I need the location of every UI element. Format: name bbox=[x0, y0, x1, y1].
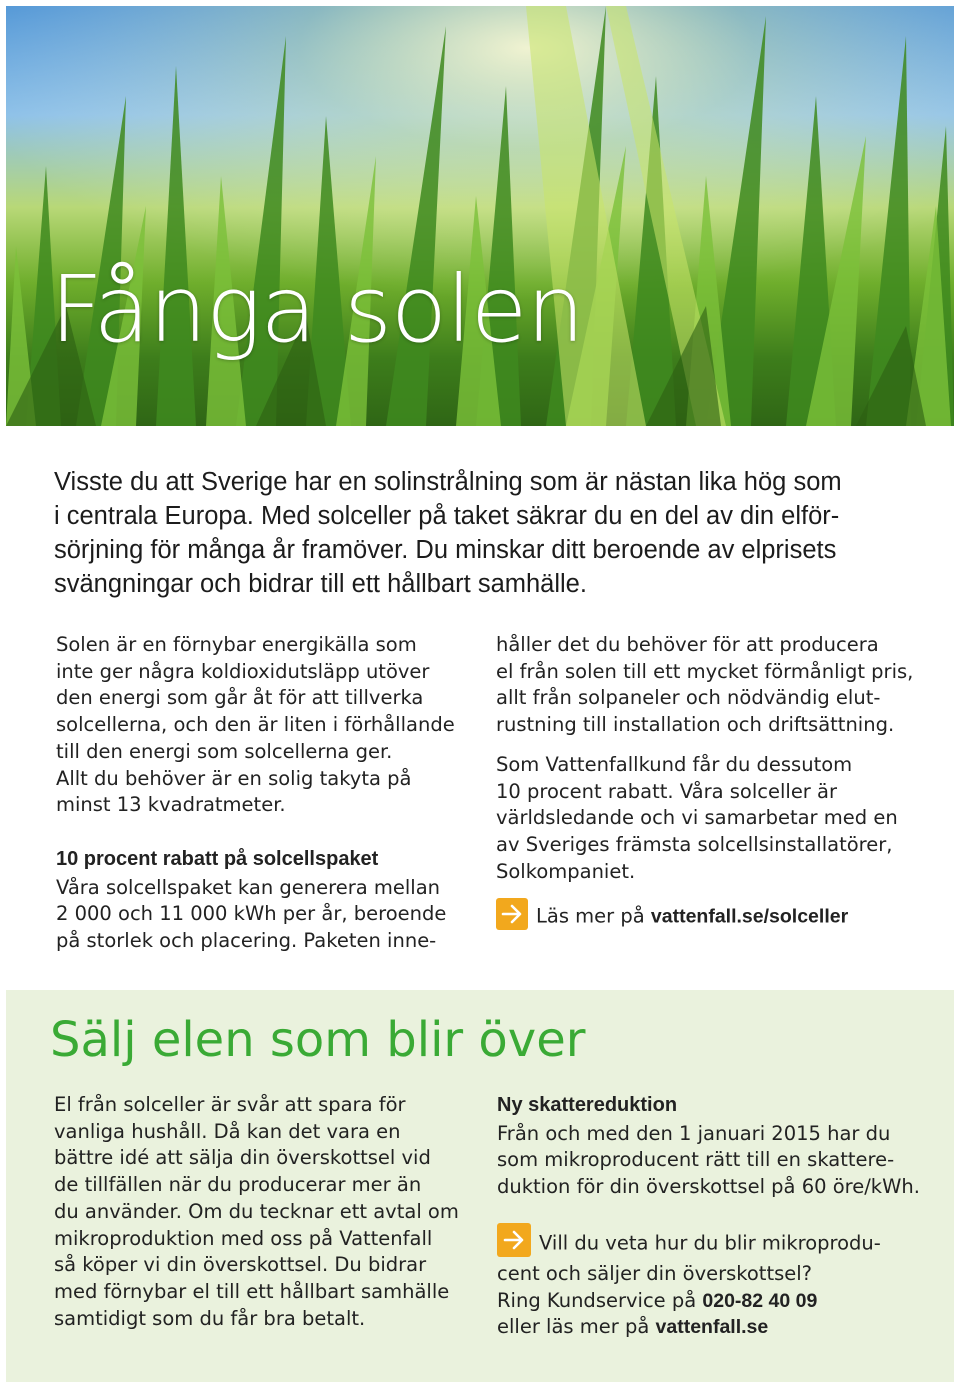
web-line bbox=[497, 1314, 927, 1341]
body-line: på storlek och placering. Paketen inne- bbox=[56, 929, 437, 953]
cta-line bbox=[497, 1227, 927, 1261]
body-line: Allt du behöver är en solig takyta på bbox=[56, 766, 412, 790]
body-line: av Sveriges främsta solcellsinstallatörer, bbox=[496, 832, 893, 856]
phone-prefix: Ring Kundservice på bbox=[497, 1288, 703, 1312]
body-line: El från solceller är svår att spara för bbox=[54, 1093, 406, 1116]
body-line: du använder. Om du tecknar ett avtal om bbox=[54, 1199, 459, 1223]
phone-line bbox=[497, 1288, 927, 1315]
right-column bbox=[496, 632, 916, 933]
body-line: vanliga hushåll. Då kan det vara en bbox=[54, 1119, 401, 1143]
body-line: Solen är en förnybar energikälla som bbox=[56, 633, 417, 656]
intro-line: i centrala Europa. Med solceller på taket säkrar du en del av din elför- bbox=[54, 502, 840, 530]
body-line: mikroproduktion med oss på Vattenfall bbox=[54, 1226, 433, 1250]
body-line: till den energi som solcellerna ger. bbox=[56, 739, 393, 763]
body-line: samtidigt som du får bra betalt. bbox=[54, 1306, 366, 1330]
body-line: Från och med den 1 januari 2015 har du bbox=[497, 1121, 891, 1145]
body-line: de tillfällen när du producerar mer än bbox=[54, 1173, 422, 1197]
body-line: inte ger några koldioxidutsläpp utöver bbox=[56, 659, 430, 683]
body-line: Solkompaniet. bbox=[496, 859, 636, 883]
panel-title: Sälj elen som blir över bbox=[50, 1012, 586, 1068]
intro-line: Visste du att Sverige har en solinstrålning som är nästan lika hög som bbox=[54, 468, 842, 496]
intro-line: svängningar och bidrar till ett hållbart samhälle. bbox=[54, 570, 587, 598]
read-more-url[interactable]: vattenfall.se/solceller bbox=[650, 905, 849, 928]
body-line: cent och säljer din överskottsel? bbox=[497, 1261, 813, 1285]
body-line: med förnybar el till ett hållbart samhälle bbox=[54, 1279, 450, 1303]
body-line: rustning till installation och driftsättning. bbox=[496, 713, 895, 737]
body-line: minst 13 kvadratmeter. bbox=[56, 793, 286, 817]
grass-illustration bbox=[6, 6, 954, 426]
arrow-right-icon bbox=[497, 1223, 531, 1257]
discount-heading: 10 procent rabatt på solcellspaket bbox=[56, 847, 379, 870]
body-line: så köper vi din överskottsel. Du bidrar bbox=[54, 1253, 427, 1277]
body-line: 10 procent rabatt. Våra solceller är bbox=[496, 779, 837, 803]
web-prefix: eller läs mer på bbox=[497, 1315, 656, 1339]
arrow-right-icon bbox=[496, 898, 528, 930]
body-line: el från solen till ett mycket förmånligt pris, bbox=[496, 659, 914, 683]
panel-right-column bbox=[497, 1092, 927, 1341]
body-line: som mikroproducent rätt till en skattere- bbox=[497, 1148, 895, 1172]
body-line: den energi som går åt för att tillverka bbox=[56, 686, 424, 710]
page-title: Fånga solen bbox=[50, 256, 584, 363]
intro-line: sörjning för många år framöver. Du minskar ditt beroende av elprisets bbox=[54, 536, 837, 564]
left-column bbox=[56, 632, 456, 955]
phone-number[interactable]: 020-82 40 09 bbox=[702, 1289, 818, 1312]
intro-paragraph bbox=[54, 465, 914, 601]
body-line: världsledande och vi samarbetar med en bbox=[496, 806, 898, 830]
cta-text: Vill du veta hur du blir mikroprodu- bbox=[539, 1231, 881, 1255]
body-line: duktion för din överskottsel på 60 öre/kWh. bbox=[497, 1175, 920, 1199]
hero-image bbox=[6, 6, 954, 426]
read-more-link[interactable] bbox=[496, 901, 916, 933]
body-line: 2 000 och 11 000 kWh per år, beroende bbox=[56, 902, 447, 926]
body-line: solcellerna, och den är liten i förhållande bbox=[56, 713, 455, 737]
panel-left-column bbox=[54, 1092, 474, 1332]
body-line: håller det du behöver för att producera bbox=[496, 633, 879, 656]
read-more-prefix: Läs mer på bbox=[536, 904, 651, 928]
website-link[interactable]: vattenfall.se bbox=[655, 1316, 769, 1339]
body-line: bättre idé att sälja din överskottsel vid bbox=[54, 1146, 431, 1170]
tax-reduction-heading: Ny skattereduktion bbox=[497, 1094, 678, 1116]
body-line: Våra solcellspaket kan generera mellan bbox=[56, 875, 441, 899]
body-line: Som Vattenfallkund får du dessutom bbox=[496, 752, 853, 776]
body-line: allt från solpaneler och nödvändig elut- bbox=[496, 686, 881, 710]
